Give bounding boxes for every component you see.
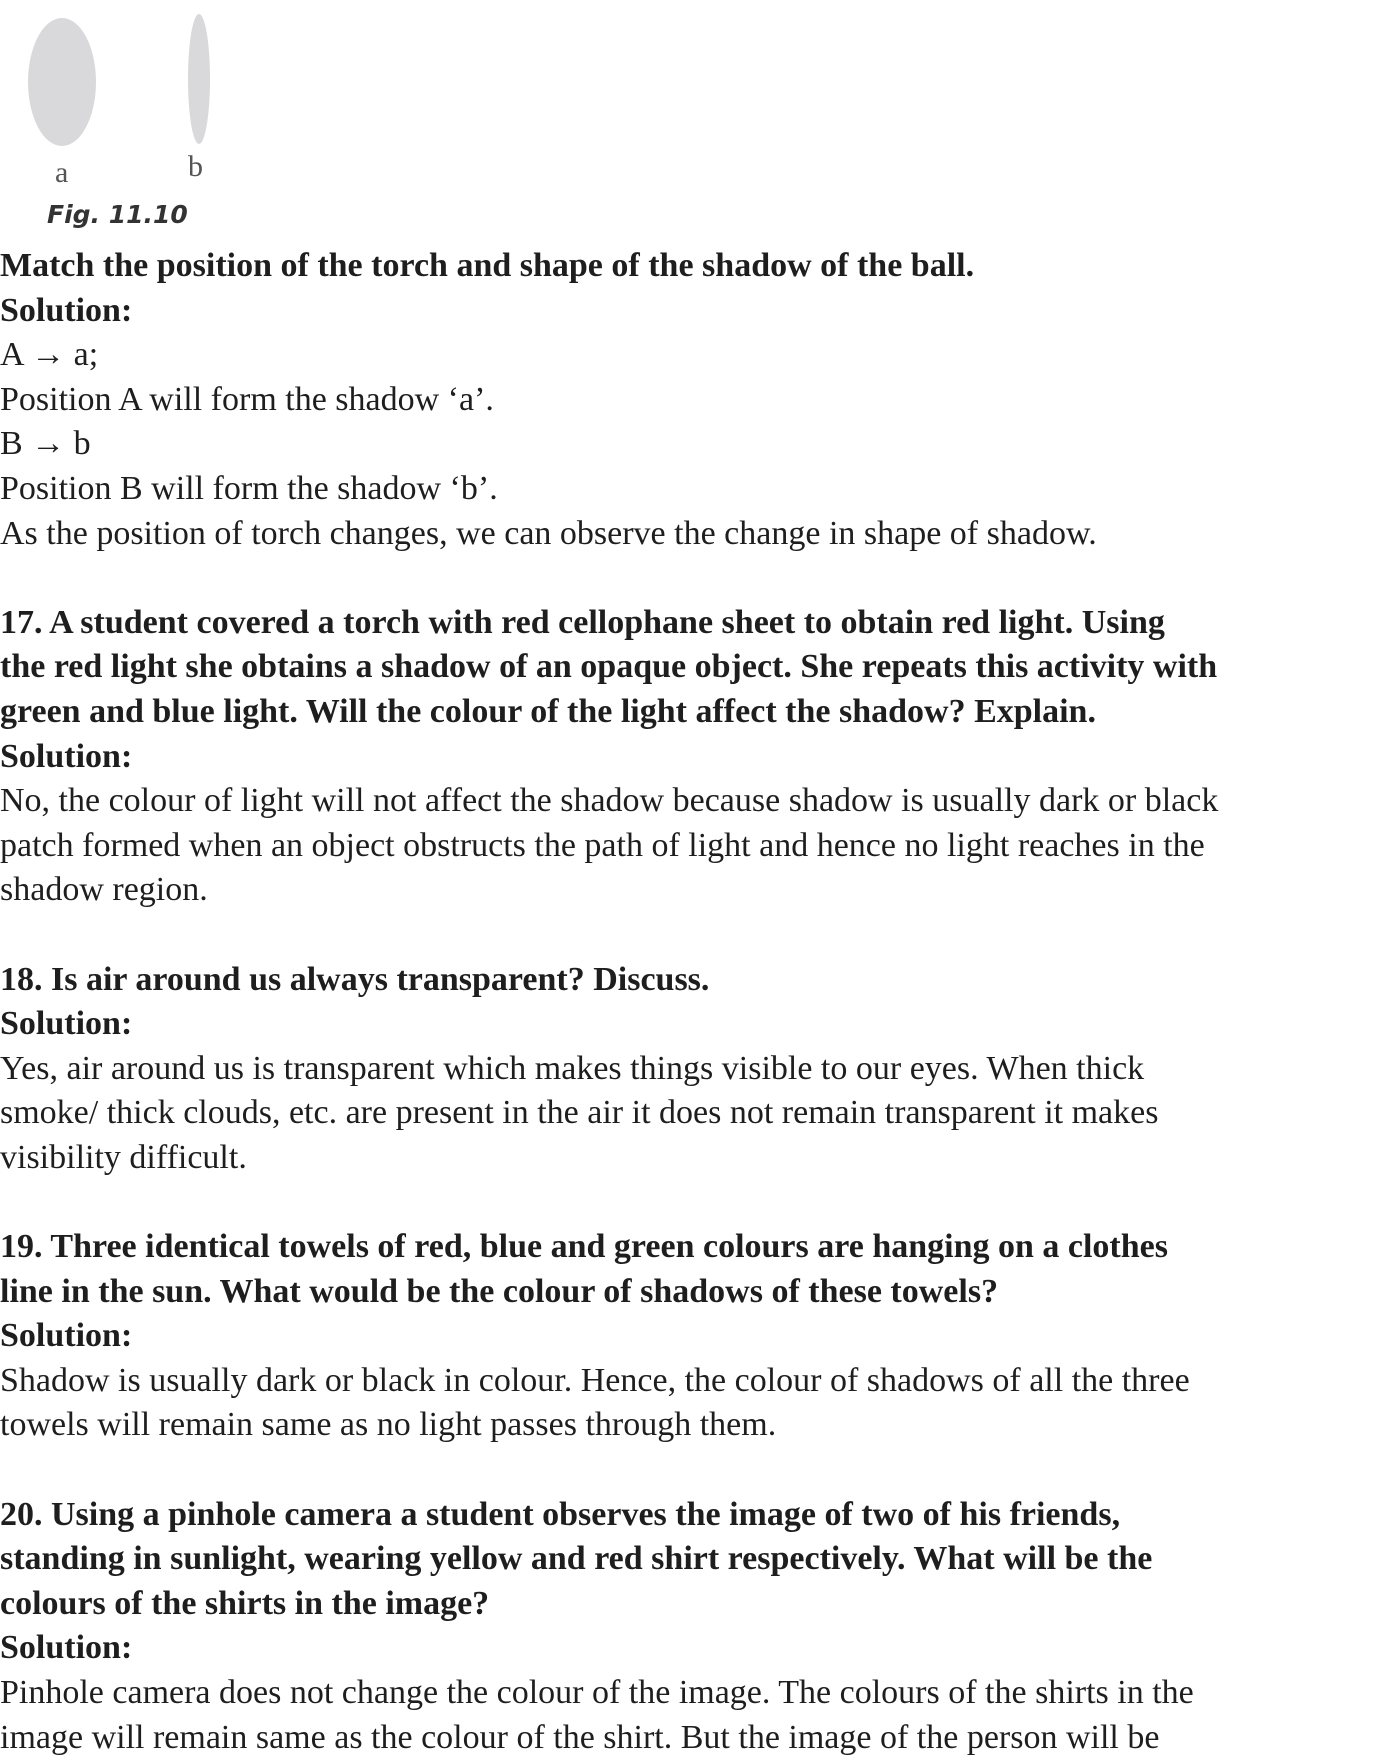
answer-line: image will remain same as the colour of the shirt. But the image of the person will be <box>0 1718 1160 1756</box>
answer-line: Yes, air around us is transparent which makes things visible to our eyes. When thick <box>0 1049 1145 1087</box>
solution-label: Solution: <box>0 1005 133 1043</box>
blank-line <box>0 1180 1394 1225</box>
answer-line: B → b <box>0 425 91 463</box>
question-line: 20. Using a pinhole camera a student observes the image of two of his friends, <box>0 1495 1121 1533</box>
answer-line: A → a; <box>0 336 99 374</box>
answer-line: patch formed when an object obstructs the path of light and hence no light reaches in the <box>0 826 1205 864</box>
answer-line: smoke/ thick clouds, etc. are present in the air it does not remain transparent it makes <box>0 1094 1159 1132</box>
solution-label: Solution: <box>0 291 133 329</box>
question-line: 18. Is air around us always transparent? Discuss. <box>0 960 710 998</box>
answer-line: Position A will form the shadow ‘a’. <box>0 380 494 418</box>
answer-line: Position B will form the shadow ‘b’. <box>0 469 498 507</box>
question-line: standing in sunlight, wearing yellow and red shirt respectively. What will be the <box>0 1540 1153 1578</box>
blank-line <box>0 556 1394 601</box>
blank-line <box>0 913 1394 958</box>
answer-line: visibility difficult. <box>0 1138 247 1176</box>
answer-line: towels will remain same as no light passes through them. <box>0 1406 777 1444</box>
question-line: Match the position of the torch and shape of the shadow of the ball. <box>0 247 975 284</box>
answer-line: As the position of torch changes, we can observe the change in shape of shadow. <box>0 514 1097 552</box>
answer-line: Pinhole camera does not change the colour of the image. The colours of the shirts in the <box>0 1674 1194 1711</box>
solution-label: Solution: <box>0 1629 133 1667</box>
solution-label: Solution: <box>0 1317 133 1355</box>
question-line: colours of the shirts in the image? <box>0 1584 490 1622</box>
question-line: green and blue light. Will the colour of the light affect the shadow? Explain. <box>0 692 1096 730</box>
question-line: line in the sun. What would be the colour of shadows of these towels? <box>0 1272 999 1310</box>
question-line: 17. A student covered a torch with red cellophane sheet to obtain red light. Using <box>0 603 1165 641</box>
answer-line: shadow region. <box>0 871 208 909</box>
figure-label-a: a <box>55 156 69 189</box>
solution-label: Solution: <box>0 737 133 775</box>
shadow-b-ellipse <box>188 14 210 144</box>
answer-line: Shadow is usually dark or black in colour. Hence, the colour of shadows of all the three <box>0 1361 1190 1399</box>
figure-11-10 <box>0 0 260 240</box>
answer-line: No, the colour of light will not affect the shadow because shadow is usually dark or black <box>0 782 1219 820</box>
figure-caption: Fig. 11.10 <box>47 200 188 229</box>
shadow-a-ellipse <box>28 18 96 146</box>
question-line: 19. Three identical towels of red, blue and green colours are hanging on a clothes <box>0 1228 1168 1266</box>
figure-label-b: b <box>188 150 203 183</box>
blank-line <box>0 1448 1394 1493</box>
document-body <box>0 244 1394 1760</box>
question-line: the red light she obtains a shadow of an opaque object. She repeats this activity with <box>0 648 1218 686</box>
